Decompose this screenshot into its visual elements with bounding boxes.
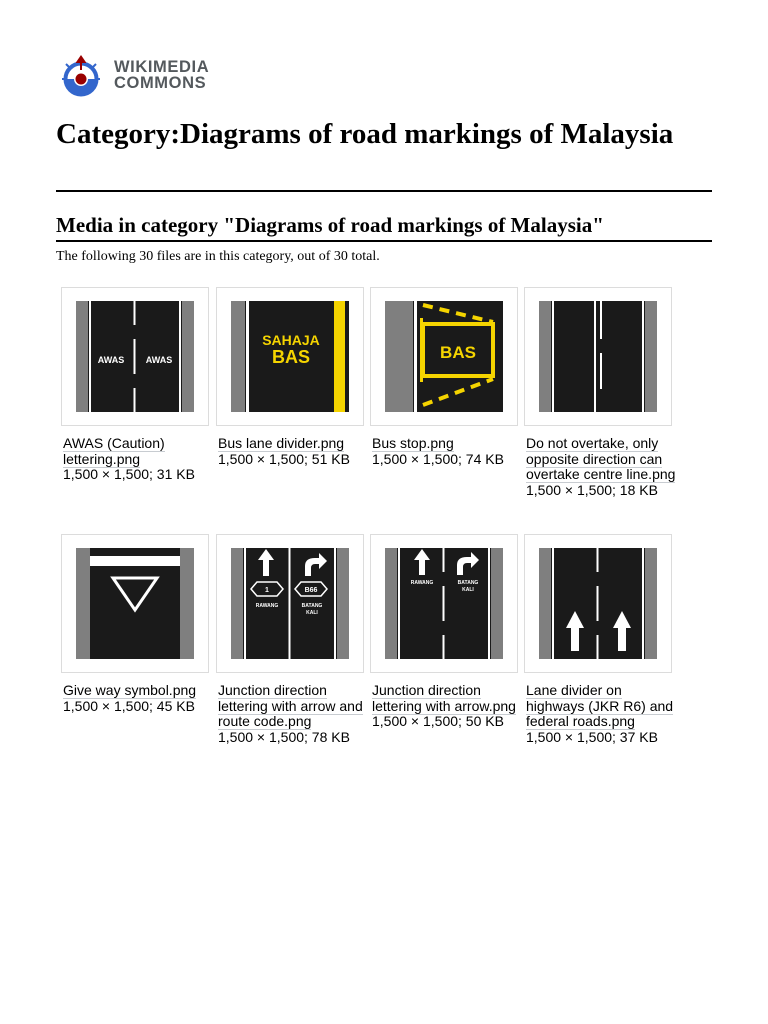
site-logo[interactable]	[60, 52, 240, 100]
bas-text: BAS	[271, 347, 311, 367]
logo-line-2: COMMONS	[114, 74, 207, 92]
file-meta: 1,500 × 1,500; 51 KB	[218, 450, 350, 467]
file-name-link[interactable]: AWAS (Caution) lettering.png	[63, 435, 165, 467]
bus-lane-divider-thumbnail	[231, 301, 349, 412]
file-caption	[372, 436, 522, 467]
gallery-item	[524, 534, 674, 745]
file-name-link[interactable]: Give way symbol.png	[63, 682, 197, 698]
thumbnail-link[interactable]	[524, 287, 672, 426]
file-caption	[526, 436, 676, 498]
gallery-item	[370, 534, 518, 729]
file-meta: 1,500 × 1,500; 50 KB	[372, 713, 504, 729]
gallery-item	[524, 287, 676, 498]
file-meta: 1,500 × 1,500; 78 KB	[218, 728, 350, 745]
give-way-thumbnail	[76, 548, 194, 659]
sahaja-text: SAHAJA	[262, 332, 320, 348]
gallery-item	[61, 534, 209, 714]
file-meta: 1,500 × 1,500; 45 KB	[63, 697, 195, 714]
media-heading: Media in category "Diagrams of road markings of Malaysia"	[56, 213, 604, 237]
page-title: Category:Diagrams of road markings of Malaysia	[56, 118, 674, 150]
thumbnail-link[interactable]	[370, 534, 518, 673]
no-overtake-line-thumbnail	[539, 301, 657, 412]
route-code-1-text: 1	[265, 587, 269, 594]
heading-divider	[56, 240, 712, 242]
junction-route-code-thumbnail	[231, 548, 349, 659]
thumbnail-link[interactable]	[216, 534, 364, 673]
gallery-item	[370, 287, 518, 467]
kali-text: KALI	[462, 587, 474, 593]
gallery-item	[61, 287, 209, 482]
file-caption	[372, 683, 522, 730]
file-meta: 1,500 × 1,500; 37 KB	[526, 728, 658, 745]
file-meta: 1,500 × 1,500; 31 KB	[63, 466, 195, 482]
file-caption	[63, 683, 213, 714]
thumbnail-link[interactable]	[61, 287, 209, 426]
awas-right-text: AWAS	[145, 355, 173, 365]
logo-wordmark	[114, 59, 209, 91]
file-name-link[interactable]: Junction direction lettering with arrow.png	[372, 682, 516, 714]
rawang-text: RAWANG	[410, 580, 434, 586]
thumbnail-link[interactable]	[370, 287, 518, 426]
logo-line-1: WIKIMEDIA	[114, 58, 210, 76]
file-name-link[interactable]: Junction direction lettering with arrow and route code.png	[218, 682, 363, 729]
commons-logo-icon	[60, 52, 104, 100]
thumbnail-link[interactable]	[216, 287, 364, 426]
thumbnail-link[interactable]	[524, 534, 672, 673]
file-count-text: The following 30 files are in this category, out of 30 total.	[56, 249, 380, 264]
route-code-b66-text: B66	[304, 587, 318, 594]
kali-text: KALI	[306, 610, 318, 616]
batang-text: BATANG	[301, 603, 323, 609]
file-meta: 1,500 × 1,500; 18 KB	[526, 481, 658, 498]
bus-stop-thumbnail	[385, 301, 503, 412]
title-divider	[56, 190, 712, 192]
awas-left-text: AWAS	[97, 355, 125, 365]
lane-divider-thumbnail	[539, 548, 657, 659]
thumbnail-link[interactable]	[61, 534, 209, 673]
file-caption	[526, 683, 676, 745]
rawang-text: RAWANG	[255, 603, 279, 609]
file-caption	[218, 683, 368, 745]
file-caption	[218, 436, 368, 467]
gallery-item	[216, 534, 364, 745]
file-name-link[interactable]: Lane divider on highways (JKR R6) and federal roads.png	[526, 682, 674, 729]
file-name-link[interactable]: Do not overtake, only opposite direction can overtake centre line.png	[526, 435, 676, 482]
batang-text: BATANG	[457, 580, 479, 586]
file-name-link[interactable]: Bus stop.png	[372, 435, 454, 451]
junction-arrow-thumbnail	[385, 548, 503, 659]
file-caption	[63, 436, 213, 483]
bas-text: BAS	[440, 343, 476, 362]
file-name-link[interactable]: Bus lane divider.png	[218, 435, 345, 451]
gallery-item	[216, 287, 364, 467]
awas-lettering-thumbnail	[76, 301, 194, 412]
file-meta: 1,500 × 1,500; 74 KB	[372, 450, 504, 467]
